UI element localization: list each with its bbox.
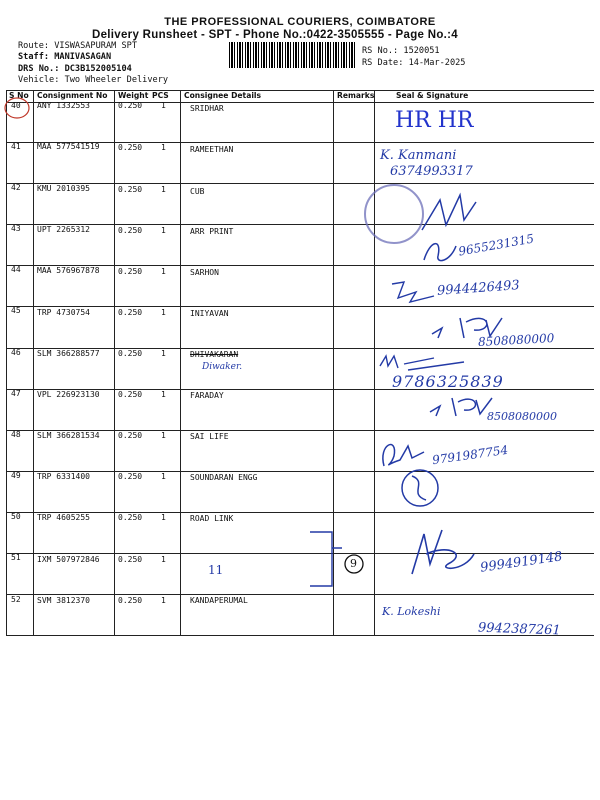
- handwritten-phone: 9994919148: [479, 549, 564, 576]
- handwritten-phone: 6374993317: [390, 164, 473, 179]
- handwritten-phone: 9944426493: [436, 278, 521, 299]
- route-label: Route: VISWASAPURAM SPT: [18, 41, 137, 51]
- row-weight: 0.250: [118, 390, 143, 399]
- drs-number: DRS No.: DC3B152005104: [18, 64, 132, 74]
- row-consignment: UPT 2265312: [37, 225, 90, 234]
- row-pcs: 1: [161, 472, 166, 481]
- handwritten-phone: 9791987754: [431, 442, 509, 468]
- handwritten-mark: 11: [208, 563, 224, 577]
- row-sno: 47: [11, 389, 21, 398]
- runsheet-heading: Delivery Runsheet - SPT - Phone No.:0422-3505555 - Page No.:4: [92, 29, 458, 41]
- row-consignment: MAA 577541519: [37, 142, 100, 151]
- row-consignment: MAA 576967878: [37, 266, 100, 275]
- signature-scribble-icon: [420, 190, 480, 240]
- row-sno: 41: [11, 142, 21, 151]
- row-consignee: KANDAPERUMAL: [190, 596, 248, 605]
- signature-scribble-icon: [398, 466, 448, 510]
- row-weight: 0.250: [118, 596, 143, 605]
- row-pcs: 1: [161, 349, 166, 358]
- row-consignee: CUB: [190, 187, 205, 196]
- rs-date: RS Date: 14-Mar-2025: [362, 58, 466, 68]
- handwritten-phone: 9942387261: [477, 620, 561, 639]
- col-header-sno: S No: [9, 91, 29, 100]
- col-header-weight: Weight: [118, 91, 149, 100]
- seal-stamp-icon: [364, 184, 424, 244]
- row-sno: 45: [11, 306, 21, 315]
- signature-scribble-icon: [390, 278, 440, 304]
- row-consignee: SRIDHAR: [190, 104, 224, 113]
- row-sno: 43: [11, 224, 21, 233]
- handwritten-name: K. Kanmani: [380, 148, 457, 163]
- row-consignment: KMU 2010395: [37, 184, 90, 193]
- row-pcs: 1: [161, 390, 166, 399]
- vehicle-label: Vehicle: Two Wheeler Delivery: [18, 75, 169, 85]
- row-consignment: SVM 3812370: [37, 596, 90, 605]
- row-consignee: SARHON: [190, 268, 219, 277]
- col-header-remarks: Remarks: [337, 91, 375, 100]
- row-weight: 0.250: [118, 555, 143, 564]
- row-consignment: VPL 226923130: [37, 390, 100, 399]
- row-weight: 0.250: [118, 143, 143, 152]
- row-consignment: TRP 4605255: [37, 513, 90, 522]
- row-consignment: SLM 366281534: [37, 431, 100, 440]
- row-sno: 50: [11, 512, 21, 521]
- row-weight: 0.250: [118, 101, 143, 110]
- row-pcs: 1: [161, 431, 166, 440]
- row-sno: 48: [11, 430, 21, 439]
- row-consignee: INIYAVAN: [190, 309, 229, 318]
- handwritten-mark: 9: [350, 557, 357, 570]
- rs-number: RS No.: 1520051: [362, 46, 440, 56]
- row-consignment: TRP 6331400: [37, 472, 90, 481]
- row-pcs: 1: [161, 267, 166, 276]
- col-header-consignee: Consignee Details: [184, 91, 262, 100]
- row-sno: 46: [11, 348, 21, 357]
- handwritten-phone: 9786325839: [392, 372, 504, 391]
- signature-scribble-icon: [408, 524, 478, 580]
- row-weight: 0.250: [118, 349, 143, 358]
- row-pcs: 1: [161, 596, 166, 605]
- row-weight: 0.250: [118, 431, 143, 440]
- handwritten-phone: 9655231315: [457, 231, 535, 259]
- col-header-consignment: Consignment No: [37, 91, 108, 100]
- row-weight: 0.250: [118, 185, 143, 194]
- col-header-pcs: PCS: [152, 91, 169, 100]
- row-weight: 0.250: [118, 226, 143, 235]
- handwritten-note: Diwaker.: [202, 362, 243, 372]
- row-consignee: SAI LIFE: [190, 432, 229, 441]
- company-title: THE PROFESSIONAL COURIERS, COIMBATORE: [164, 16, 436, 28]
- row-pcs: 1: [161, 308, 166, 317]
- row-consignee: RAMEETHAN: [190, 145, 234, 154]
- row-pcs: 1: [161, 143, 166, 152]
- row-consignment: TRP 4730754: [37, 308, 90, 317]
- row-weight: 0.250: [118, 267, 143, 276]
- row-sno: 44: [11, 265, 21, 274]
- row-consignee: DHIVAKARAN: [190, 350, 239, 359]
- row-consignee: ARR PRINT: [190, 227, 234, 236]
- col-header-seal-signature: Seal & Signature: [396, 91, 469, 100]
- handwritten-phone: 8508080000: [477, 331, 555, 349]
- row-pcs: 1: [161, 226, 166, 235]
- row-consignment: SLM 366288577: [37, 349, 100, 358]
- row-sno: 42: [11, 183, 21, 192]
- row-consignee: FARADAY: [190, 391, 224, 400]
- row-consignment: IXM 507972846: [37, 555, 100, 564]
- row-pcs: 1: [161, 185, 166, 194]
- row-consignee: SOUNDARAN ENGG: [190, 473, 258, 482]
- row-weight: 0.250: [118, 472, 143, 481]
- barcode-icon: [229, 42, 357, 68]
- row-weight: 0.250: [118, 308, 143, 317]
- row-pcs: 1: [161, 101, 166, 110]
- row-sno: 49: [11, 471, 21, 480]
- handwritten-initials: HR HR: [395, 108, 474, 133]
- row-pcs: 1: [161, 513, 166, 522]
- row-pcs: 1: [161, 555, 166, 564]
- handwritten-phone: 8508080000: [487, 410, 557, 423]
- row-sno: 40: [11, 101, 21, 110]
- bracket-mark-icon: [308, 530, 368, 590]
- row-sno: 52: [11, 595, 21, 604]
- runsheet-table: [6, 90, 594, 635]
- signature-scribble-icon: [420, 236, 460, 266]
- row-consignment: ANY 1332553: [37, 101, 90, 110]
- handwritten-name: K. Lokeshi: [382, 605, 441, 618]
- circle-mark-icon: [3, 96, 33, 120]
- row-sno: 51: [11, 553, 21, 562]
- row-weight: 0.250: [118, 513, 143, 522]
- row-consignee: ROAD LINK: [190, 514, 234, 523]
- staff-label: Staff: MANIVASAGAN: [18, 52, 112, 62]
